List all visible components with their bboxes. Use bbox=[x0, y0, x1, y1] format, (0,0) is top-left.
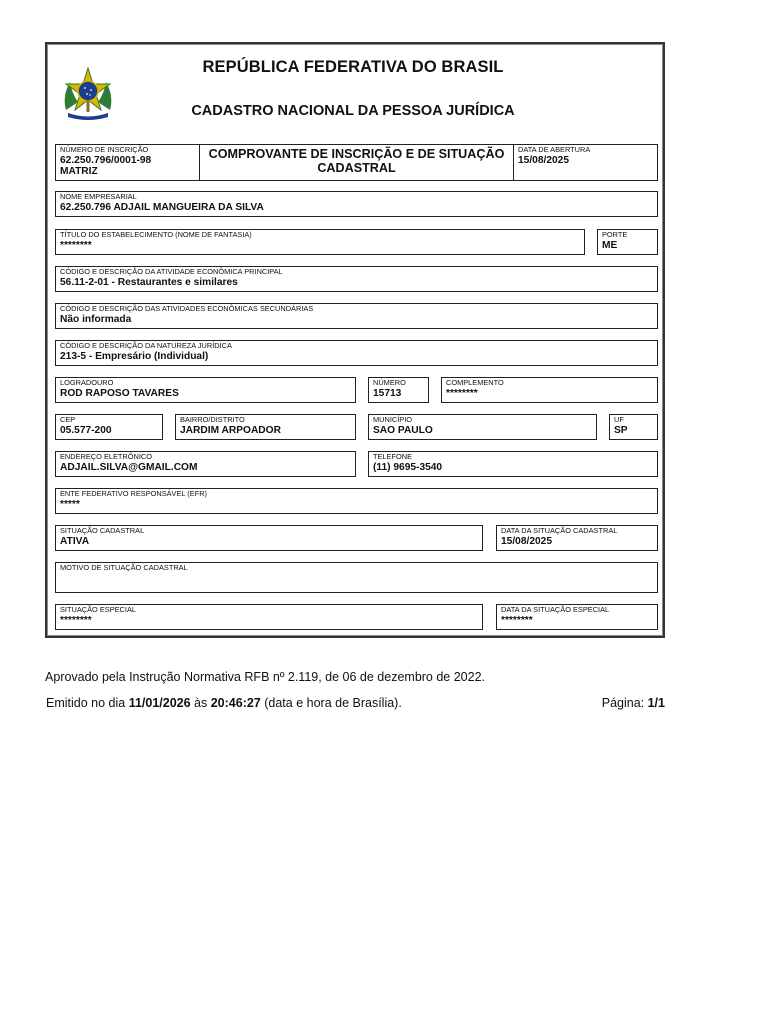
field-value: SAO PAULO bbox=[373, 425, 433, 436]
field-label: CÓDIGO E DESCRIÇÃO DA ATIVIDADE ECONÔMICA PRINCIPAL bbox=[60, 267, 283, 276]
field-label: ENTE FEDERATIVO RESPONSÁVEL (EFR) bbox=[60, 489, 208, 498]
field-label: MUNICÍPIO bbox=[373, 415, 413, 424]
field-value: 15713 bbox=[373, 388, 402, 399]
field-value: ******** bbox=[501, 615, 533, 626]
situacao-especial-field bbox=[55, 604, 483, 630]
field-value: ME bbox=[602, 240, 618, 251]
field-label: CÓDIGO E DESCRIÇÃO DAS ATIVIDADES ECONÔMICAS SECUNDÁRIAS bbox=[60, 304, 314, 313]
field-value: ADJAIL.SILVA@GMAIL.COM bbox=[60, 462, 198, 473]
field-value: Não informada bbox=[60, 314, 132, 325]
country-title: REPÚBLICA FEDERATIVA DO BRASIL bbox=[202, 58, 504, 76]
field-label: UF bbox=[614, 415, 624, 424]
atividades-secundarias-field bbox=[55, 303, 658, 329]
field-label: MOTIVO DE SITUAÇÃO CADASTRAL bbox=[60, 563, 188, 572]
field-value: ROD RAPOSO TAVARES bbox=[60, 388, 179, 399]
field-value-secondary: MATRIZ bbox=[60, 166, 98, 177]
efr-field bbox=[55, 488, 658, 514]
field-value: ***** bbox=[60, 499, 80, 510]
field-label: NÚMERO DE INSCRIÇÃO bbox=[60, 145, 149, 154]
field-value: 05.577-200 bbox=[60, 425, 112, 436]
data-situacao-especial-field bbox=[496, 604, 658, 630]
municipio-field bbox=[368, 414, 597, 440]
field-label: COMPLEMENTO bbox=[446, 378, 504, 387]
field-label: LOGRADOURO bbox=[60, 378, 114, 387]
brazil-coat-of-arms-icon bbox=[60, 66, 116, 122]
emission-date: 11/01/2026 bbox=[128, 696, 191, 710]
field-value: 62.250.796 ADJAIL MANGUEIRA DA SILVA bbox=[60, 202, 264, 213]
field-value: ******** bbox=[446, 388, 478, 399]
field-value: ATIVA bbox=[60, 536, 90, 547]
field-value: (11) 9695-3540 bbox=[373, 462, 443, 473]
telefone-field bbox=[368, 451, 658, 477]
field-label: DATA DE ABERTURA bbox=[518, 145, 591, 154]
page-number: 1/1 bbox=[647, 696, 665, 710]
field-label: SITUAÇÃO ESPECIAL bbox=[60, 605, 136, 614]
field-label: ENDEREÇO ELETRÔNICO bbox=[60, 452, 152, 461]
field-label: TELEFONE bbox=[373, 452, 413, 461]
motivo-situacao-field bbox=[55, 562, 658, 593]
page-label: Página: bbox=[601, 696, 648, 710]
cep-field bbox=[55, 414, 163, 440]
nome-empresarial-field bbox=[55, 191, 658, 217]
emission-prefix: Emitido no dia bbox=[46, 696, 129, 710]
field-label: CEP bbox=[60, 415, 76, 424]
data-abertura-field bbox=[513, 144, 658, 181]
atividade-principal-field bbox=[55, 266, 658, 292]
field-value: 56.11-2-01 - Restaurantes e similares bbox=[60, 277, 238, 288]
emission-time: 20:46:27 bbox=[210, 696, 261, 710]
emission-mid: às bbox=[190, 696, 211, 710]
natureza-juridica-field bbox=[55, 340, 658, 366]
field-label: BAIRRO/DISTRITO bbox=[180, 415, 245, 424]
page-indicator bbox=[602, 696, 665, 710]
field-value: 62.250.796/0001-98 bbox=[60, 155, 152, 166]
email-field bbox=[55, 451, 356, 477]
field-label: NOME EMPRESARIAL bbox=[60, 192, 137, 201]
field-label: TÍTULO DO ESTABELECIMENTO (NOME DE FANTASIA) bbox=[60, 230, 252, 239]
bairro-field bbox=[175, 414, 356, 440]
field-value: 15/08/2025 bbox=[501, 536, 552, 547]
uf-field bbox=[609, 414, 658, 440]
field-label: NÚMERO bbox=[373, 378, 406, 387]
field-label: DATA DA SITUAÇÃO CADASTRAL bbox=[501, 526, 618, 535]
field-value: 15/08/2025 bbox=[518, 155, 569, 166]
registry-title: CADASTRO NACIONAL DA PESSOA JURÍDICA bbox=[191, 103, 515, 119]
logradouro-field bbox=[55, 377, 356, 403]
numero-inscricao-field bbox=[55, 144, 200, 181]
emission-info bbox=[46, 696, 402, 710]
emission-suffix: (data e hora de Brasília). bbox=[260, 696, 402, 710]
porte-field bbox=[597, 229, 658, 255]
field-value: 213-5 - Empresário (Individual) bbox=[60, 351, 209, 362]
field-value: JARDIM ARPOADOR bbox=[180, 425, 281, 436]
field-value: SP bbox=[614, 425, 628, 436]
field-label: PORTE bbox=[602, 230, 628, 239]
field-value: ******** bbox=[60, 615, 92, 626]
document-title: COMPROVANTE DE INSCRIÇÃO E DE SITUAÇÃO CADASTRAL bbox=[208, 147, 505, 175]
situacao-cadastral-field bbox=[55, 525, 483, 551]
field-value: ******** bbox=[60, 240, 92, 251]
complemento-field bbox=[441, 377, 658, 403]
field-label: CÓDIGO E DESCRIÇÃO DA NATUREZA JURÍDICA bbox=[60, 341, 232, 350]
data-situacao-cadastral-field bbox=[496, 525, 658, 551]
titulo-estabelecimento-field bbox=[55, 229, 585, 255]
field-label: DATA DA SITUAÇÃO ESPECIAL bbox=[501, 605, 610, 614]
document-title-field bbox=[199, 144, 514, 181]
numero-field bbox=[368, 377, 429, 403]
field-label: SITUAÇÃO CADASTRAL bbox=[60, 526, 145, 535]
approval-note: Aprovado pela Instrução Normativa RFB nº 2.119, de 06 de dezembro de 2022. bbox=[45, 670, 486, 684]
